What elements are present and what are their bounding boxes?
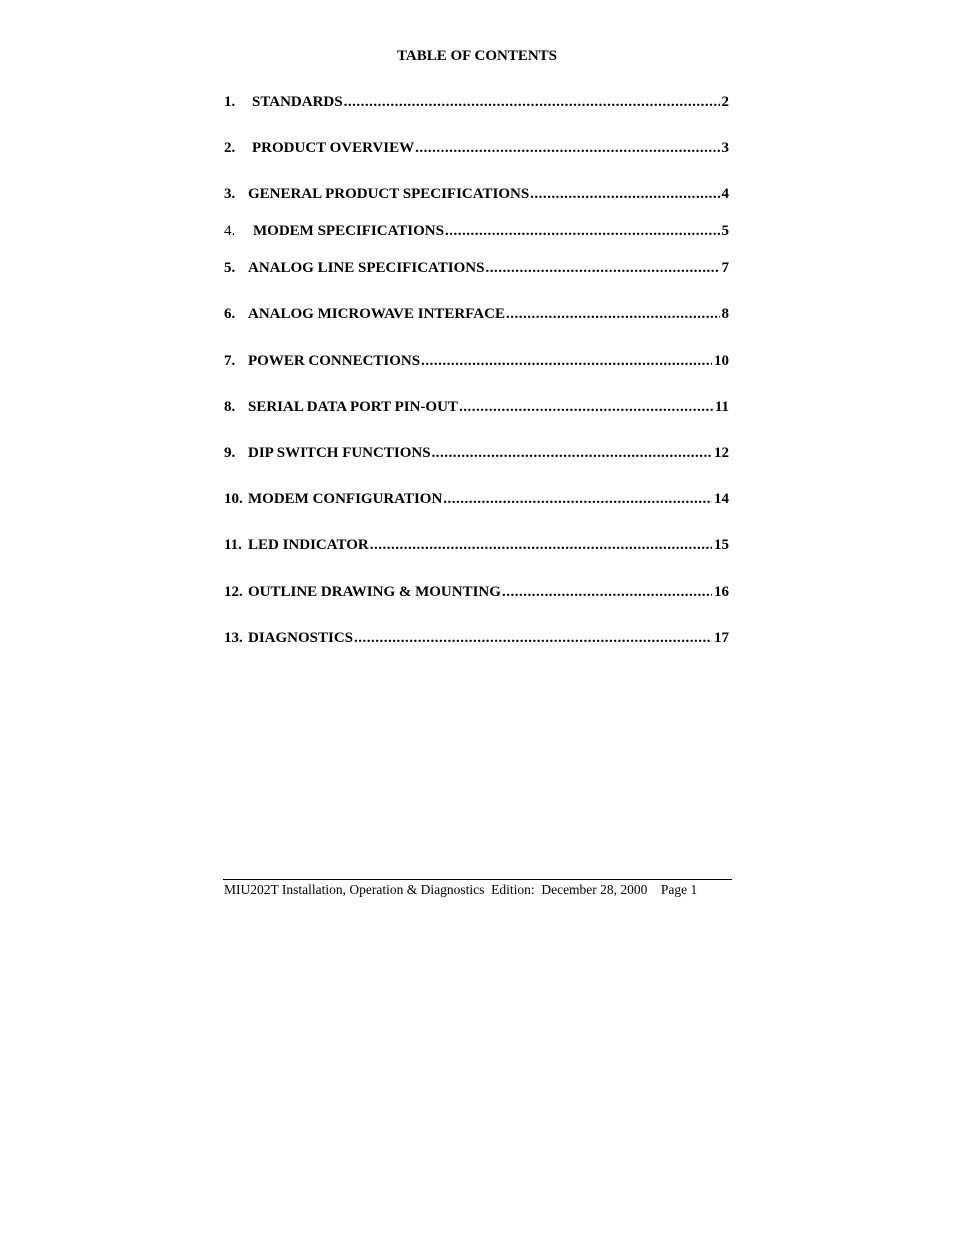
toc-entry-number: 8. xyxy=(224,399,236,415)
toc-entry-number: 13. xyxy=(224,630,243,646)
toc-entry-page: 15 xyxy=(714,537,729,553)
toc-entry-power-connections[interactable] xyxy=(224,351,729,371)
toc-entry-page: 5 xyxy=(721,223,729,239)
toc-entry-number: 6. xyxy=(224,306,236,322)
toc-entry-label: STANDARDS xyxy=(252,94,343,110)
toc-entry-diagnostics[interactable] xyxy=(224,628,729,648)
toc-entry-number: 9. xyxy=(224,445,236,461)
toc-dot-leader xyxy=(421,351,712,371)
toc-entry-number: 12. xyxy=(224,584,243,600)
toc-dot-leader xyxy=(432,443,712,463)
toc-entry-page: 17 xyxy=(714,630,729,646)
toc-entry-standards[interactable] xyxy=(224,92,729,112)
toc-entry-page: 2 xyxy=(721,94,729,110)
toc-entry-serial-data-port-pin-out[interactable] xyxy=(224,397,729,417)
toc-dot-leader xyxy=(485,258,719,278)
toc-entry-dip-switch-functions[interactable] xyxy=(224,443,729,463)
toc-entry-analog-line-specifications[interactable] xyxy=(224,258,729,278)
toc-entry-number: 5. xyxy=(224,260,236,276)
toc-dot-leader xyxy=(443,489,712,509)
toc-entry-label: DIAGNOSTICS xyxy=(248,630,354,646)
toc-entry-product-overview[interactable] xyxy=(224,138,729,158)
toc-entry-label: LED INDICATOR xyxy=(248,537,369,553)
toc-entry-number: 7. xyxy=(224,353,236,369)
toc-dot-leader xyxy=(370,535,712,555)
toc-entry-label: MODEM CONFIGURATION xyxy=(248,491,443,507)
toc-dot-leader xyxy=(459,397,713,417)
toc-entry-page: 14 xyxy=(714,491,729,507)
toc-entry-label: MODEM SPECIFICATIONS xyxy=(253,223,444,239)
toc-title: TABLE OF CONTENTS xyxy=(396,48,558,64)
toc-entry-page: 8 xyxy=(721,306,729,322)
toc-entry-modem-specifications[interactable] xyxy=(224,221,729,241)
toc-entry-outline-drawing-mounting[interactable] xyxy=(224,582,729,602)
toc-entry-label: PRODUCT OVERVIEW xyxy=(252,140,415,156)
toc-entry-label: SERIAL DATA PORT PIN-OUT xyxy=(248,399,458,415)
toc-entry-label: POWER CONNECTIONS xyxy=(248,353,421,369)
toc-entry-led-indicator[interactable] xyxy=(224,535,729,555)
toc-entry-modem-configuration[interactable] xyxy=(224,489,729,509)
toc-entry-number: 3. xyxy=(224,186,236,202)
toc-entry-number: 2. xyxy=(224,140,236,156)
toc-entry-page: 3 xyxy=(721,140,729,156)
toc-entry-number: 11. xyxy=(224,537,242,553)
toc-entry-analog-microwave-interface[interactable] xyxy=(224,304,729,324)
toc-dot-leader xyxy=(445,221,720,241)
toc-entry-page: 7 xyxy=(721,260,729,276)
toc-entry-page: 11 xyxy=(714,399,729,415)
page-footer: MIU202T Installation, Operation & Diagnostics Edition: December 28, 2000 Page 1 xyxy=(224,882,698,897)
toc-dot-leader xyxy=(530,184,719,204)
toc-dot-leader xyxy=(502,582,712,602)
toc-dot-leader xyxy=(415,138,719,158)
toc-dot-leader xyxy=(354,628,712,648)
toc-entry-label: OUTLINE DRAWING & MOUNTING xyxy=(248,584,501,600)
toc-entry-page: 16 xyxy=(714,584,729,600)
toc-entry-general-product-specifications[interactable] xyxy=(224,184,729,204)
toc-entry-number: 10. xyxy=(224,491,243,507)
footer-divider xyxy=(223,879,732,880)
toc-entry-number: 1. xyxy=(224,94,236,110)
toc-dot-leader xyxy=(506,304,720,324)
toc-entry-page: 10 xyxy=(714,353,729,369)
toc-entry-label: ANALOG LINE SPECIFICATIONS xyxy=(248,260,485,276)
toc-entry-page: 12 xyxy=(714,445,729,461)
toc-entry-label: GENERAL PRODUCT SPECIFICATIONS xyxy=(248,186,530,202)
toc-dot-leader xyxy=(344,92,720,112)
toc-entry-label: ANALOG MICROWAVE INTERFACE xyxy=(248,306,505,322)
toc-entry-number: 4. xyxy=(224,223,236,239)
toc-entry-page: 4 xyxy=(721,186,729,202)
toc-entry-label: DIP SWITCH FUNCTIONS xyxy=(248,445,431,461)
